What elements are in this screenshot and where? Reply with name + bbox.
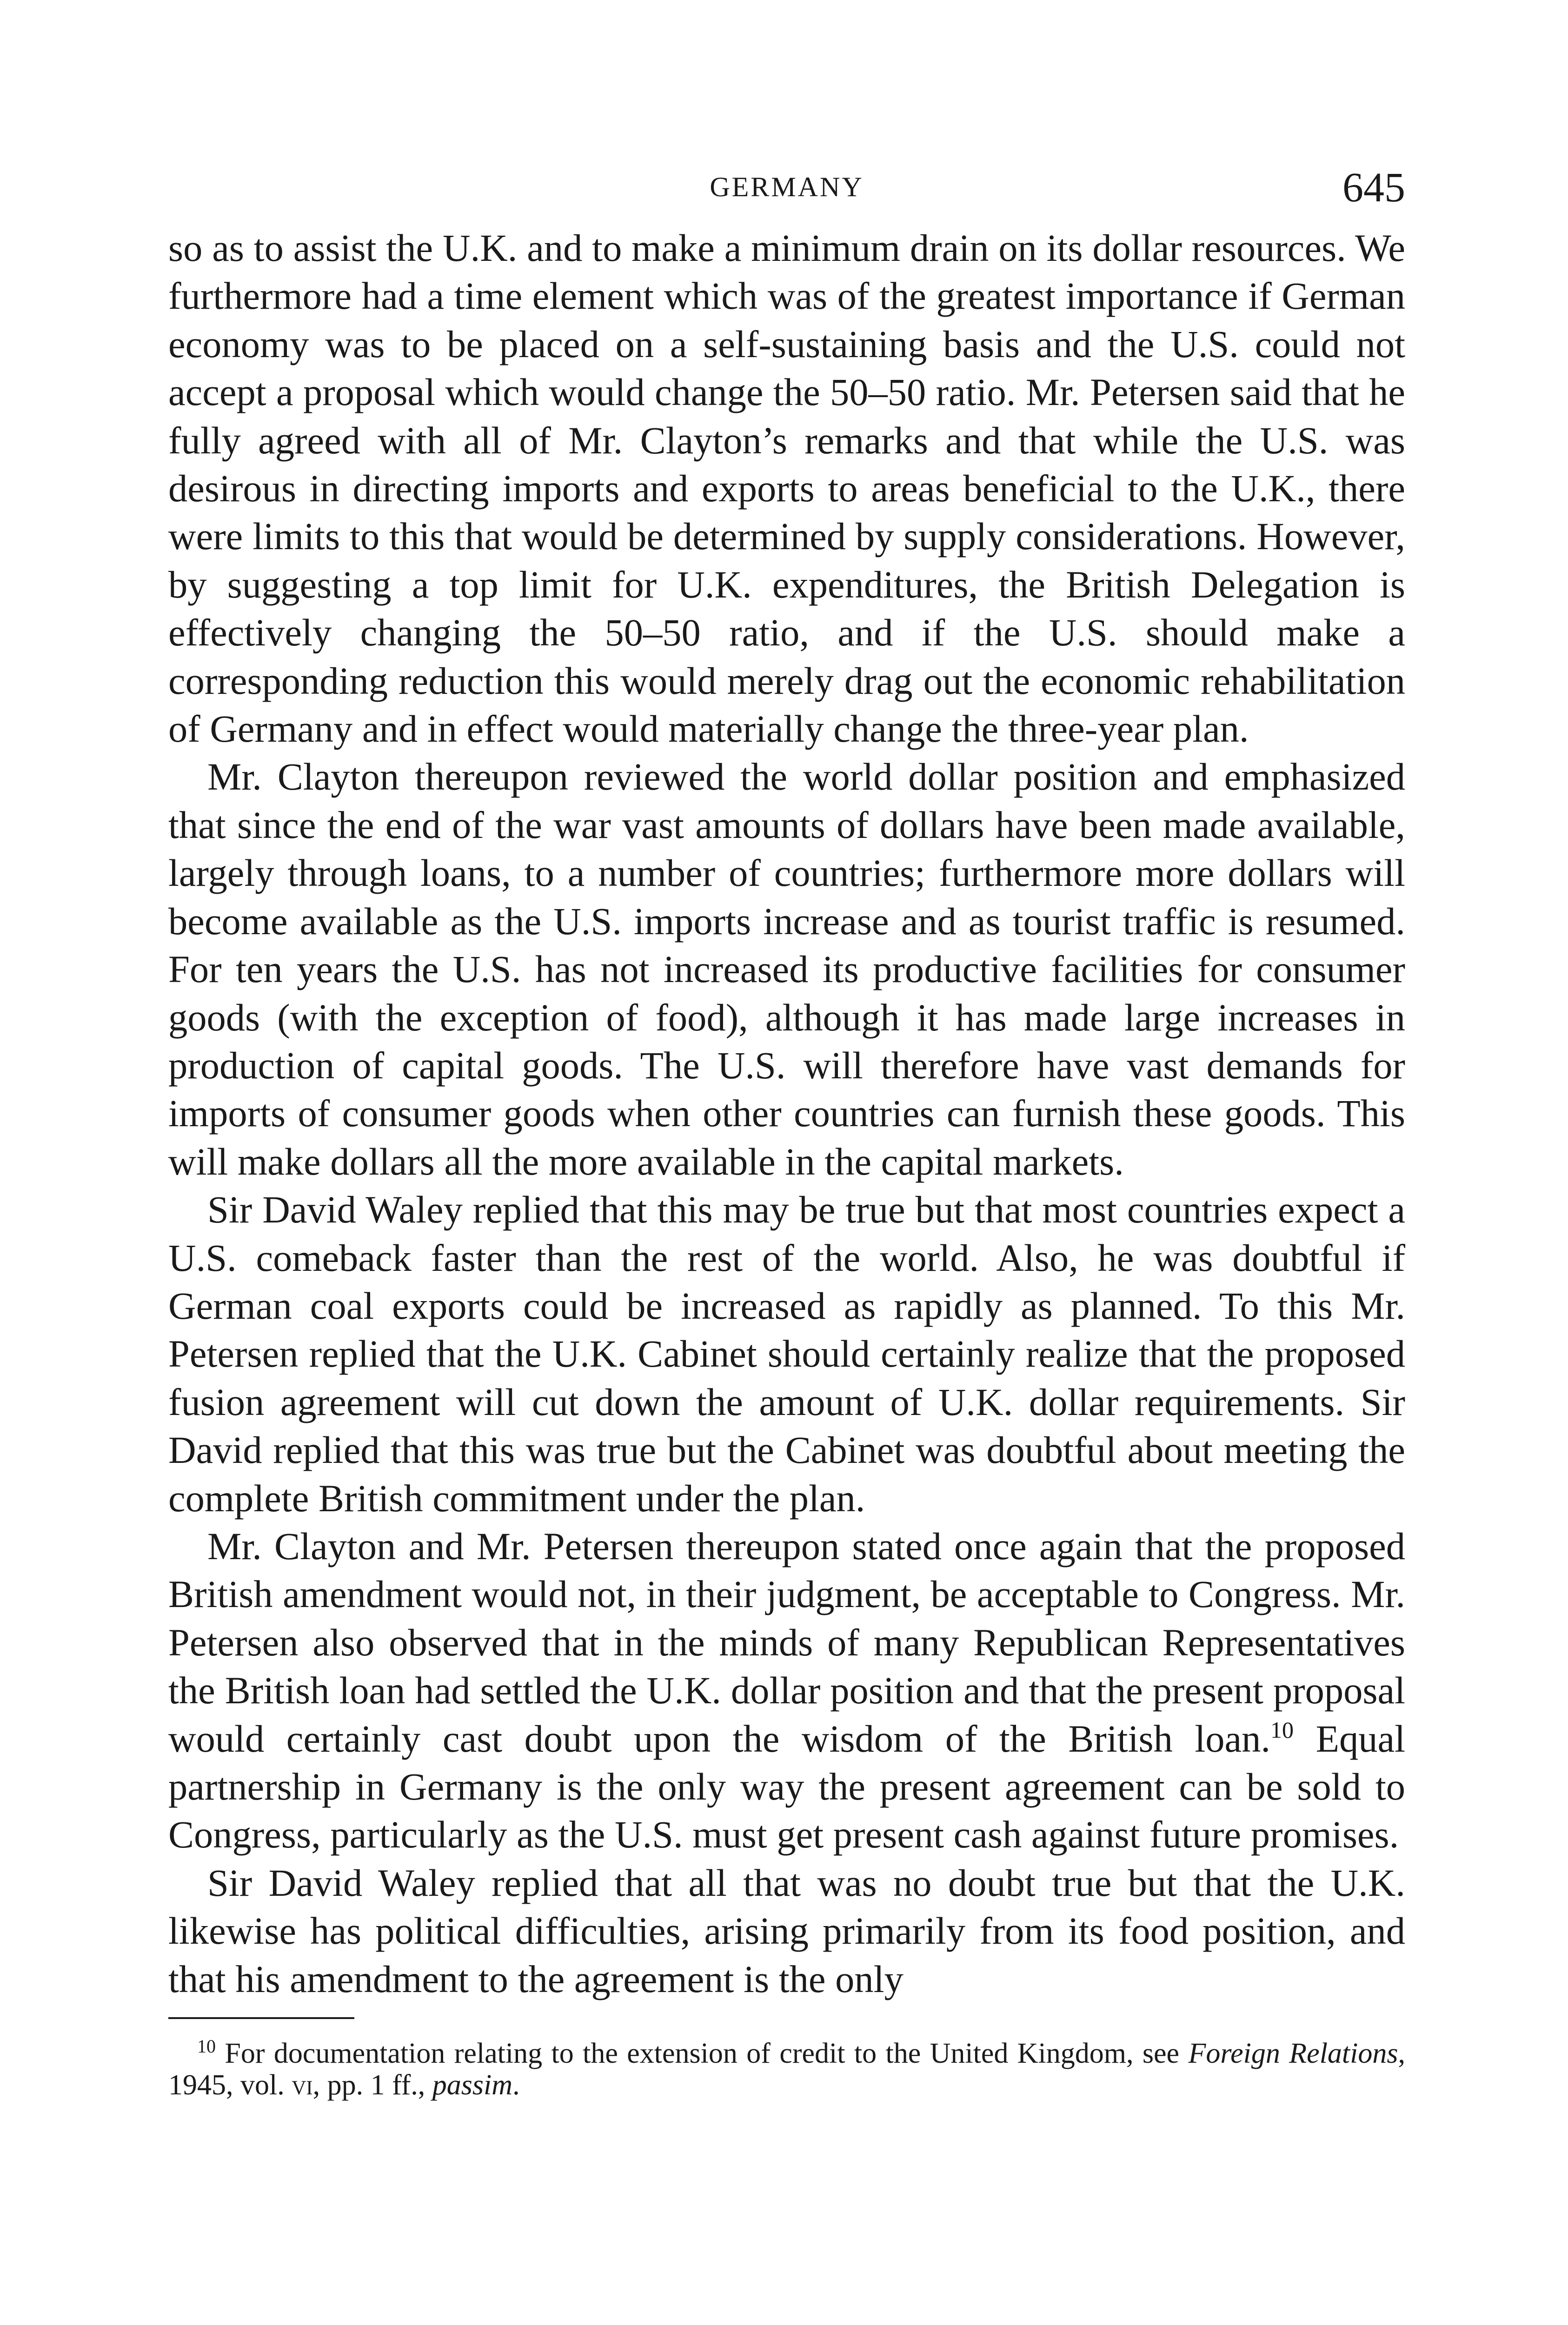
footnote-text-3: , pp. 1 ff., (312, 2069, 432, 2101)
paragraph-5: Sir David Waley replied that all that was no doubt true but that the U.K. likewise has political difficulties, arising primarily from its food position, and that his amendment to the agreement is the only (168, 1861, 1405, 2000)
footnote-marker: 10 (197, 2036, 216, 2057)
paragraph-3: Sir David Waley replied that this may be true but that most countries expect a U.S. comeback faster than the rest of the world. Also, he was doubtful if German coal exports could be increased as rapidly as planned. To this Mr. Petersen replied that the U.K. Cabinet should certainly realize that the proposed fusion agreement will cut down the amount of U.K. dollar requirements. Sir David replied that this was true but the Cabinet was doubtful about meeting the complete British commitment under the plan. (168, 1188, 1405, 1520)
footnote-title: Foreign Relations (1188, 2038, 1398, 2070)
document-page (168, 167, 1405, 2101)
body-text (168, 224, 1405, 2003)
footnote (168, 2038, 1405, 2101)
paragraph-4 (168, 1522, 1405, 1859)
paragraph-2: Mr. Clayton thereupon reviewed the world dollar position and emphasized that since the end of the war vast amounts of dollars have been made available, largely through loans, to a number of countries; furthermore more dollars will become available as the U.S. imports increase and as tourist traffic is resumed. For ten years the U.S. has not increased its productive facilities for consumer goods (with the exception of food), although it has made large increases in production of capital goods. The U.S. will therefore have vast demands for imports of consumer goods when other countries can furnish these goods. This will make dollars all the more available in the capital markets. (168, 755, 1405, 1183)
footnote-text-1: For documentation relating to the extension of credit to the United Kingdom, see (216, 2038, 1189, 2070)
footnote-passim: passim (432, 2069, 513, 2101)
footnote-end: . (512, 2069, 520, 2101)
page-header (168, 167, 1405, 219)
paragraph-1: so as to assist the U.K. and to make a minimum drain on its dollar resources. We furthermore had a time element which was of the greatest importance if German economy was to be placed on a self-sustaining basis and the U.S. could not accept a proposal which would change the 50–50 ratio. Mr. Petersen said that he fully agreed with all of Mr. Clayton’s remarks and that while the U.S. was desirous in directing imports and exports to areas beneficial to the U.K., there were limits to this that would be determined by supply considerations. However, by suggesting a top limit for U.K. expenditures, the British Delegation is effectively changing the 50–50 ratio, and if the U.S. should make a corresponding reduction this would merely drag out the economic rehabilitation of Germany and in effect would materially change the three-year plan. (168, 226, 1405, 751)
footnote-volume: vi (292, 2069, 313, 2101)
paragraph-4-text-a: Mr. Clayton and Mr. Petersen thereupon stated once again that the proposed British amendment would not, in their judgment, be acceptable to Congress. Mr. Petersen also observed that in the minds of many Republican Representatives the British loan had settled the U.K. dollar position and that the present proposal would certainly cast doubt upon the wisdom of the British loan. (168, 1524, 1405, 1760)
footnote-reference: 10 (1270, 1716, 1294, 1743)
running-head: GERMANY (710, 172, 864, 202)
page-number: 645 (1342, 165, 1405, 211)
paragraph-4-text-b: Equal partnership in Germany is the only way the present agreement can be sold to Congress, particularly as the U.S. must get present cash against future promises. (168, 1717, 1405, 1856)
footnote-text-2: , 1945, vol. (168, 2038, 1406, 2101)
footnote-divider (168, 2017, 354, 2019)
